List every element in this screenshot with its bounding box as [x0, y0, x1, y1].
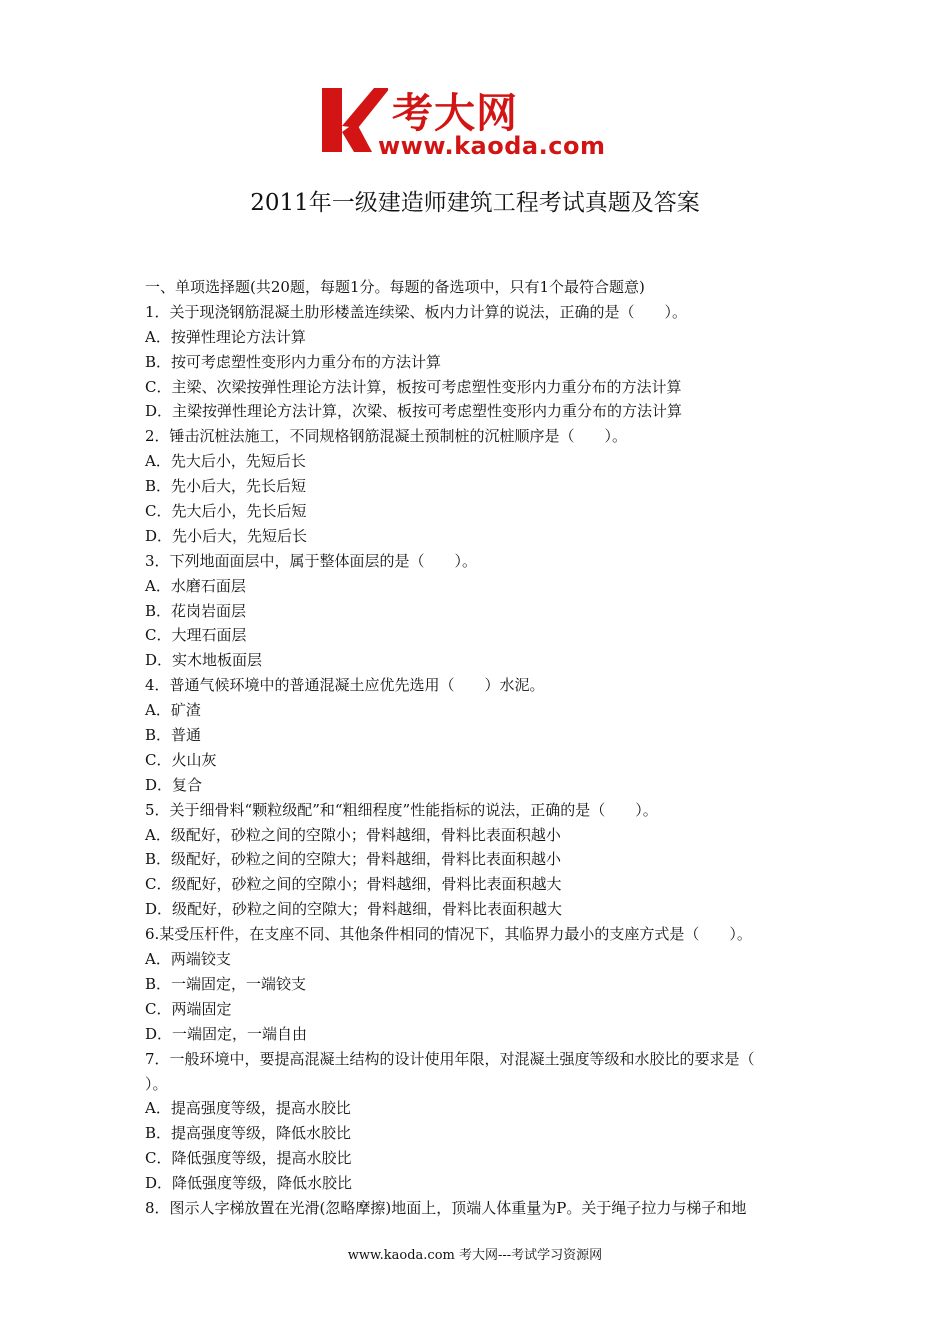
document-title: 2011年一级建造师建筑工程考试真题及答案	[250, 190, 700, 216]
question-3-option-b: B．花岗岩面层	[145, 601, 247, 620]
question-2: 2．锤击沉桩法施工，不同规格钢筋混凝土预制桩的沉桩顺序是（ ）。	[145, 427, 628, 446]
question-1-option-a: A．按弹性理论方法计算	[145, 327, 306, 346]
question-7-option-d: D．降低强度等级，降低水胶比	[145, 1174, 353, 1193]
question-7-option-c: C．降低强度等级，提高水胶比	[145, 1149, 352, 1168]
question-2-option-c: C．先大后小，先长后短	[145, 502, 307, 521]
question-4-option-a: A．矿渣	[145, 701, 201, 720]
question-6-option-a: A．两端铰支	[145, 950, 231, 969]
page-footer: www.kaoda.com 考大网---考试学习资源网	[347, 1248, 603, 1263]
kaoda-logo[interactable]	[318, 82, 638, 162]
question-4-option-b: B．普通	[145, 726, 202, 745]
question-3-option-a: A．水磨石面层	[145, 576, 246, 595]
question-6-option-c: C．两端固定	[145, 999, 232, 1018]
question-5-option-c: C．级配好，砂粒之间的空隙小；骨料越细，骨料比表面积越大	[145, 875, 562, 894]
question-5-option-d: D．级配好，砂粒之间的空隙大；骨料越细，骨料比表面积越大	[145, 900, 563, 919]
question-1-option-c: C．主梁、次梁按弹性理论方法计算，板按可考虑塑性变形内力重分布的方法计算	[145, 377, 682, 396]
question-3: 3．下列地面面层中，属于整体面层的是（ ）。	[145, 551, 478, 570]
question-1-option-d: D．主梁按弹性理论方法计算，次梁、板按可考虑塑性变形内力重分布的方法计算	[145, 402, 683, 421]
question-5: 5．关于细骨料“颗粒级配”和“粗细程度”性能指标的说法，正确的是（ ）。	[145, 800, 658, 819]
question-8: 8．图示人字梯放置在光滑(忽略摩擦)地面上，顶端人体重量为P。关于绳子拉力与梯子和地	[145, 1198, 747, 1217]
logo-brand-url: www.kaoda.com	[378, 132, 606, 160]
question-6-option-d: D．一端固定，一端自由	[145, 1024, 308, 1043]
question-4-option-c: C．火山灰	[145, 750, 217, 769]
section-heading: 一、单项选择题(共20题，每题1分。每题的备选项中，只有1个最符合题意)	[145, 278, 645, 296]
question-1: 1．关于现浇钢筋混凝土肋形楼盖连续梁、板内力计算的说法，正确的是（ ）。	[145, 302, 688, 321]
question-3-option-c: C．大理石面层	[145, 626, 247, 645]
question-6-option-b: B．一端固定，一端铰支	[145, 974, 307, 993]
document-body	[145, 275, 820, 1221]
question-6: 6.某受压杆件，在支座不同、其他条件相同的情况下，其临界力最小的支座方式是（ ）。	[145, 925, 752, 944]
logo-brand-name: 考大网	[392, 89, 518, 137]
question-2-option-b: B．先小后大，先长后短	[145, 477, 307, 496]
question-1-option-b: B．按可考虑塑性变形内力重分布的方法计算	[145, 352, 442, 371]
question-5-option-a: A．级配好，砂粒之间的空隙小；骨料越细，骨料比表面积越小	[145, 825, 561, 844]
question-3-option-d: D．实木地板面层	[145, 651, 263, 670]
question-4-option-d: D．复合	[145, 775, 203, 794]
question-4: 4．普通气候环境中的普通混凝土应优先选用（ ）水泥。	[145, 676, 545, 695]
question-2-option-d: D．先小后大，先短后长	[145, 526, 308, 545]
question-7-continued: ）。	[145, 1074, 168, 1093]
question-7-option-a: A．提高强度等级，提高水胶比	[145, 1099, 351, 1118]
question-7-option-b: B．提高强度等级，降低水胶比	[145, 1124, 352, 1143]
question-7: 7．一般环境中，要提高混凝土结构的设计使用年限，对混凝土强度等级和水胶比的要求是（	[145, 1049, 755, 1068]
question-5-option-b: B．级配好，砂粒之间的空隙大；骨料越细，骨料比表面积越小	[145, 850, 562, 869]
question-2-option-a: A．先大后小，先短后长	[145, 452, 306, 471]
